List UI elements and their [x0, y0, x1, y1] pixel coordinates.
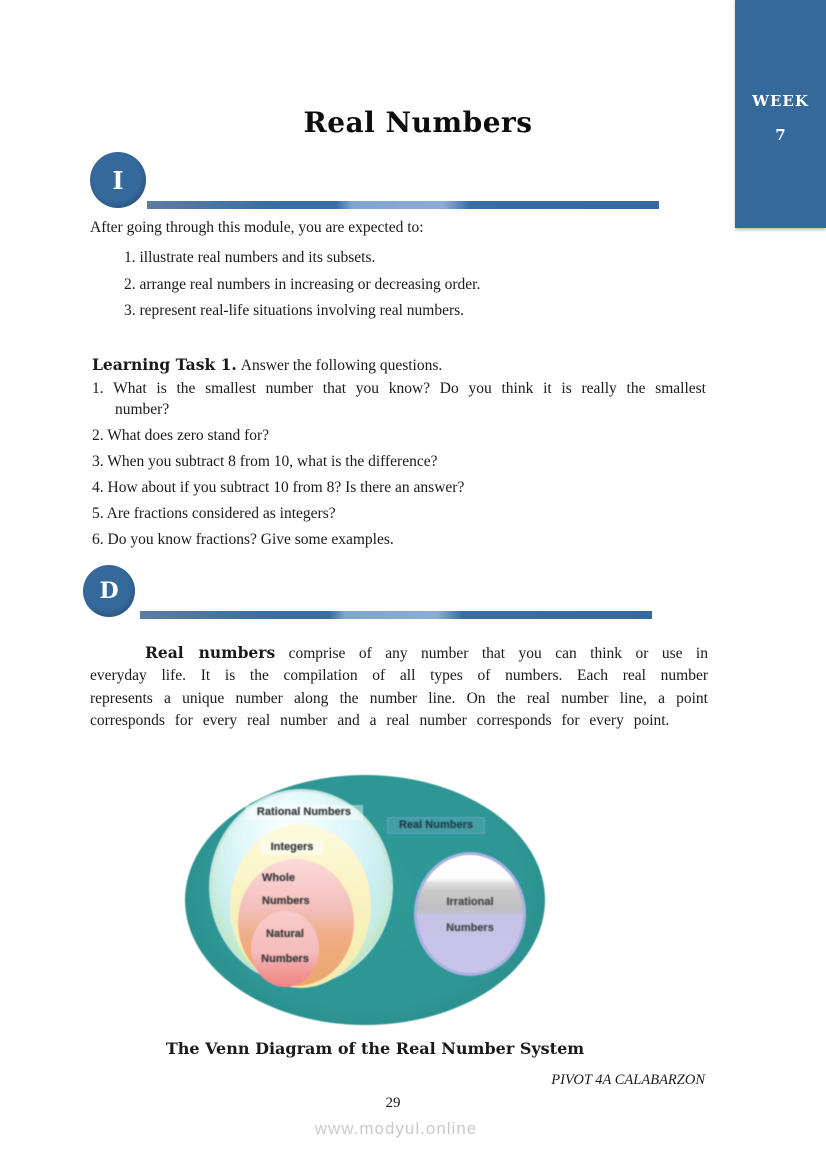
discussion-lead: Real numbers	[145, 643, 276, 662]
section-d-badge	[83, 565, 135, 617]
question-item: 4. How about if you subtract 10 from 8? Is there an answer?	[92, 478, 465, 496]
discussion-paragraph	[90, 642, 708, 733]
section-i-badge	[90, 152, 146, 208]
publisher-credit: PIVOT 4A CALABARZON	[551, 1072, 705, 1088]
question-item: 5. Are fractions considered as integers?	[92, 504, 336, 522]
natural-numbers-label: Natural Numbers	[261, 928, 309, 965]
question-item: 6. Do you know fractions? Give some examples.	[92, 530, 394, 548]
discussion-body: comprise of any number that you can think or use in everyday life. It is the compilation of all types of numbers. Each real number represents a unique number along the number line. On the real number line, a point corresponds for every real number and a real number corresponds for every point.	[90, 645, 708, 730]
watermark-text: www.modyul.online	[314, 1119, 478, 1138]
week-label: WEEK	[752, 92, 809, 110]
section-d-letter: D	[99, 578, 119, 604]
irrational-numbers-label: Irrational Numbers	[446, 896, 494, 934]
section-d-rule	[140, 611, 652, 619]
learning-task-label: Learning Task 1.	[92, 355, 237, 374]
rational-numbers-label: Rational Numbers	[245, 805, 363, 820]
question-item: 3. When you subtract 8 from 10, what is the difference?	[92, 452, 438, 470]
objective-item: 2. arrange real numbers in increasing or decreasing order.	[124, 275, 481, 293]
module-intro: After going through this module, you are expected to:	[90, 219, 424, 236]
question-item: 2. What does zero stand for?	[92, 426, 270, 444]
real-numbers-label: Real Numbers	[387, 817, 485, 834]
section-i-rule	[147, 201, 659, 209]
whole-numbers-label: Whole Numbers	[262, 872, 310, 907]
objectives-list	[124, 245, 704, 325]
venn-diagram	[185, 775, 545, 1025]
question-item: 1. What is the smallest number that you know? Do you think it is really the smallest number?	[92, 380, 706, 418]
objective-item: 1. illustrate real numbers and its subsets.	[124, 249, 376, 266]
learning-task-instruction: Answer the following questions.	[240, 357, 443, 374]
objective-item: 3. represent real-life situations involving real numbers.	[124, 302, 465, 319]
figure-caption: The Venn Diagram of the Real Number System	[165, 1039, 585, 1058]
week-number: 7	[775, 126, 786, 144]
question-list	[92, 379, 706, 556]
integers-label: Integers	[261, 840, 323, 855]
page-title: Real Numbers	[303, 106, 533, 139]
section-i-letter: I	[112, 165, 124, 195]
page-number: 29	[385, 1095, 401, 1111]
learning-task-header	[92, 355, 707, 375]
